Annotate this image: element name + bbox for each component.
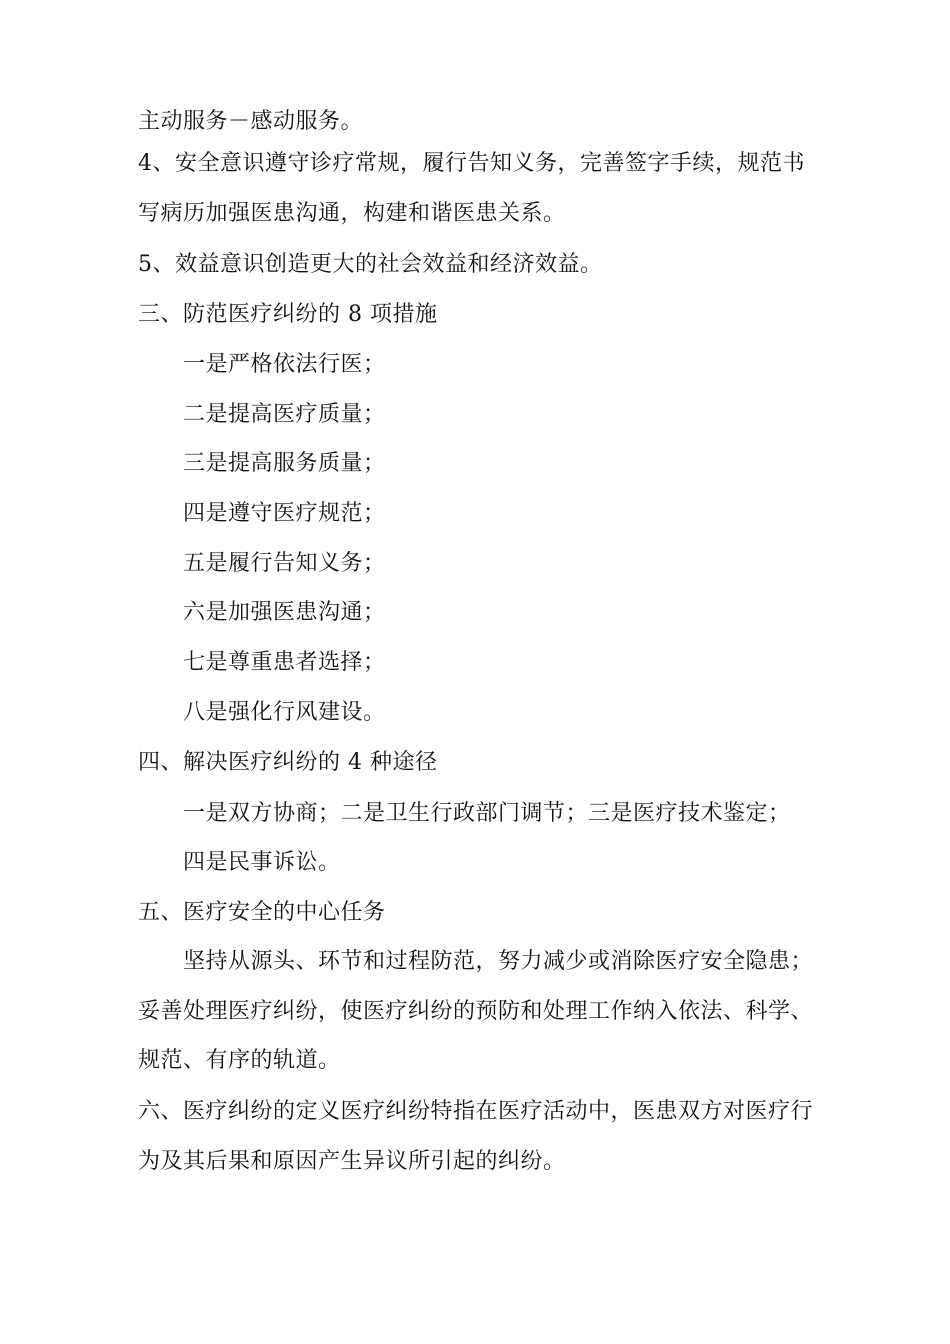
list-item: 一是严格依法行医； — [183, 352, 386, 377]
list-item: 七是尊重患者选择； — [183, 650, 386, 675]
paragraph-line: 主动服务－感动服务。 — [138, 109, 364, 134]
paragraph-line: 规范、有序的轨道。 — [138, 1048, 341, 1073]
list-item: 二是提高医疗质量； — [183, 402, 386, 427]
section-heading: 三、防范医疗纠纷的 8 项措施 — [138, 302, 438, 327]
section-heading: 四、解决医疗纠纷的 4 种途径 — [138, 750, 438, 775]
paragraph-line: 5、效益意识创造更大的社会效益和经济效益。 — [138, 252, 603, 277]
list-item: 八是强化行风建设。 — [183, 700, 386, 725]
section-heading: 六、医疗纠纷的定义医疗纠纷特指在医疗活动中，医患双方对医疗行 — [138, 1099, 814, 1124]
section-heading: 五、医疗安全的中心任务 — [138, 900, 386, 925]
paragraph-line: 一是双方协商；二是卫生行政部门调节；三是医疗技术鉴定； — [183, 801, 791, 826]
paragraph-line: 4、安全意识遵守诊疗常规，履行告知义务，完善签字手续，规范书 — [138, 151, 805, 176]
paragraph-line: 妥善处理医疗纠纷，使医疗纠纷的预防和处理工作纳入依法、科学、 — [138, 999, 814, 1024]
paragraph-line: 为及其后果和原因产生异议所引起的纠纷。 — [138, 1149, 566, 1174]
list-item: 五是履行告知义务； — [183, 551, 386, 576]
paragraph-line: 写病历加强医患沟通，构建和谐医患关系。 — [138, 201, 566, 226]
list-item: 四是遵守医疗规范； — [183, 501, 386, 526]
list-item: 六是加强医患沟通； — [183, 600, 386, 625]
paragraph-line: 四是民事诉讼。 — [183, 850, 341, 875]
list-item: 三是提高服务质量； — [183, 451, 386, 476]
paragraph-line: 坚持从源头、环节和过程防范，努力减少或消除医疗安全隐患； — [183, 949, 814, 974]
